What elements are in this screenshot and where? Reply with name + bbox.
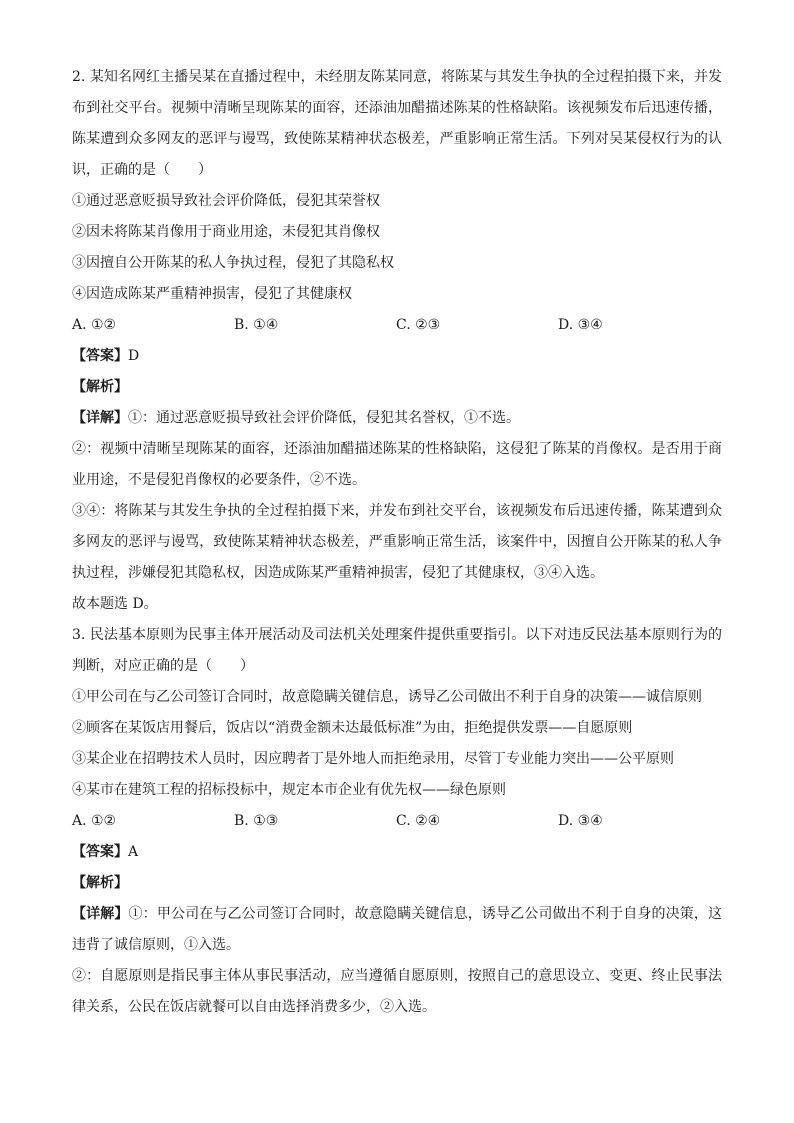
question-2-detail-3: ③④：将陈某与其发生争执的全过程拍摄下来，并发布到社交平台，该视频发布后迅速传播，陈某遭到众多网友的恶评与谩骂，致使陈某精神状态极差，严重影响正常生活，该案件中，因擅自公开陈某的私人争执过程，涉嫌侵犯其隐私权，因造成陈某严重精神损害，侵犯了其健康权，③④入选。 (72, 503, 722, 581)
question-3-choice-d: D. ③④ (558, 813, 603, 829)
question-3-answer (72, 837, 722, 868)
question-2-choice-a: A. ①② (72, 317, 117, 333)
question-2-stem: 2. 某知名网红主播吴某在直播过程中，未经朋友陈某同意，将陈某与其发生争执的全过程拍摄下来，并发布到社交平台。视频中清晰呈现陈某的面容，还添油加醋描述陈某的性格缺陷。该视频发布后迅速传播，陈某遭到众多网友的恶评与谩骂，致使陈某精神状态极差，严重影响正常生活。下列对吴某侵权行为的认识，正确的是（ ） (72, 69, 722, 178)
question-2-answer (72, 341, 722, 372)
question-2-detail-1 (72, 403, 722, 434)
detail-text: ①：甲公司在与乙公司签订合同时，故意隐瞒关键信息，诱导乙公司做出不利于自身的决策，这违背了诚信原则，①入选。 (72, 906, 723, 953)
answer-value: D (128, 348, 140, 364)
question-3-detail-1 (72, 899, 722, 961)
question-3-option-2: ②顾客在某饭店用餐后，饭店以“消费金额未达最低标准”为由，拒绝提供发票——自愿原则 (72, 720, 633, 736)
question-3-choice-b: B. ①③ (234, 813, 279, 829)
question-2-choice-b: B. ①④ (234, 317, 279, 333)
question-2-option-2: ②因未将陈某肖像用于商业用途，未侵犯其肖像权 (72, 224, 380, 240)
question-3-choice-c: C. ②④ (396, 813, 441, 829)
question-3-option-3: ③某企业在招聘技术人员时，因应聘者丁是外地人而拒绝录用，尽管丁专业能力突出——公平原则 (72, 751, 674, 767)
question-3-option-1: ①甲公司在与乙公司签订合同时，故意隐瞒关键信息，诱导乙公司做出不利于自身的决策——诚信原则 (72, 689, 702, 705)
question-3-choices (72, 806, 722, 837)
question-2-choice-d: D. ③④ (558, 317, 603, 333)
question-2-choices (72, 310, 722, 341)
question-3-choice-a: A. ①② (72, 813, 117, 829)
answer-label: 【答案】 (72, 844, 128, 860)
question-3-option-4: ④某市在建筑工程的招标投标中，规定本市企业有优先权——绿色原则 (72, 782, 506, 798)
question-2-analysis-label (72, 372, 722, 403)
question-3-detail-2: ②：自愿原则是指民事主体从事民事活动，应当遵循自愿原则，按照自己的意思设立、变更、终止民事法律关系，公民在饭店就餐可以自由选择消费多少，②入选。 (72, 968, 722, 1015)
detail-label: 【详解】 (72, 410, 128, 426)
question-2-option-3: ③因擅自公开陈某的私人争执过程，侵犯了其隐私权 (72, 255, 394, 271)
detail-text: ①：通过恶意贬损导致社会评价降低，侵犯其名誉权，①不选。 (128, 410, 520, 426)
question-3-analysis-label (72, 868, 722, 899)
analysis-label: 【解析】 (72, 379, 128, 395)
question-2-conclusion: 故本题选 D。 (72, 596, 158, 612)
detail-label: 【详解】 (72, 906, 129, 922)
answer-value: A (128, 844, 139, 860)
question-2-option-4: ④因造成陈某严重精神损害，侵犯了其健康权 (72, 286, 352, 302)
document-page (72, 62, 722, 1023)
question-2-option-1: ①通过恶意贬损导致社会评价降低，侵犯其荣誉权 (72, 193, 380, 209)
question-2-choice-c: C. ②③ (396, 317, 441, 333)
answer-label: 【答案】 (72, 348, 128, 364)
question-2-detail-2: ②：视频中清晰呈现陈某的面容，还添油加醋描述陈某的性格缺陷，这侵犯了陈某的肖像权。是否用于商业用途，不是侵犯肖像权的必要条件，②不选。 (72, 441, 722, 488)
analysis-label: 【解析】 (72, 875, 128, 891)
question-3-stem: 3. 民法基本原则为民事主体开展活动及司法机关处理案件提供重要指引。以下对违反民法基本原则行为的判断，对应正确的是（ ） (72, 627, 722, 674)
